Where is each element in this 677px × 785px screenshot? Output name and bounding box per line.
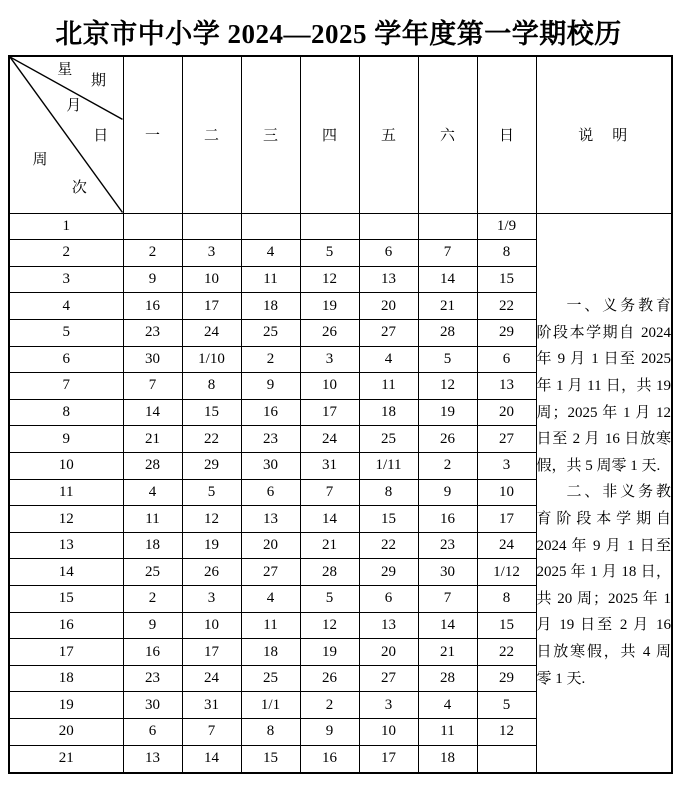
date-cell: 2 [123,240,182,267]
date-cell: 29 [477,319,536,346]
week-number-cell: 14 [9,559,123,586]
week-number-cell: 9 [9,426,123,453]
date-cell: 11 [241,266,300,293]
week-number-cell: 20 [9,719,123,746]
date-cell [123,213,182,240]
date-cell: 17 [300,399,359,426]
week-number-cell: 1 [9,213,123,240]
corner-label-weekday-1: 星 [57,62,73,79]
date-cell: 7 [300,479,359,506]
date-cell: 25 [359,426,418,453]
corner-label-week-1: 周 [32,152,48,169]
date-cell: 24 [300,426,359,453]
date-cell: 23 [241,426,300,453]
week-number-cell: 19 [9,692,123,719]
date-cell: 7 [418,586,477,613]
week-number-cell: 6 [9,346,123,373]
note-paragraph: 一、义务教育阶段本学期自 2024 年 9 月 1 日至 2025 年 1 月 11 日，共 19 周；2025 年 1 月 12 日至 2 月 16 日放寒假，共 5 周零 1 天. [536,298,671,474]
date-cell: 7 [123,373,182,400]
week-number-cell: 11 [9,479,123,506]
calendar-table [8,55,673,774]
date-cell: 20 [241,532,300,559]
date-cell: 25 [241,665,300,692]
date-cell: 4 [241,586,300,613]
date-cell: 13 [123,745,182,773]
notes-header: 说 明 [536,56,672,213]
day-header-mon: 一 [123,56,182,213]
date-cell: 15 [182,399,241,426]
date-cell: 5 [477,692,536,719]
date-cell: 28 [418,319,477,346]
date-cell: 18 [359,399,418,426]
date-cell: 31 [182,692,241,719]
date-cell: 11 [123,506,182,533]
date-cell [477,745,536,773]
date-cell: 5 [300,586,359,613]
date-cell: 3 [300,346,359,373]
date-cell: 23 [418,532,477,559]
date-cell: 21 [418,639,477,666]
day-header-sat: 六 [418,56,477,213]
date-cell: 21 [300,532,359,559]
date-cell: 15 [477,266,536,293]
date-cell: 4 [359,346,418,373]
date-cell: 20 [477,399,536,426]
date-cell: 11 [418,719,477,746]
date-cell: 5 [418,346,477,373]
week-number-cell: 13 [9,532,123,559]
date-cell: 11 [359,373,418,400]
date-cell: 24 [477,532,536,559]
date-cell: 28 [300,559,359,586]
date-cell [359,213,418,240]
date-cell: 30 [241,452,300,479]
date-cell: 12 [477,719,536,746]
date-cell: 4 [241,240,300,267]
date-cell: 21 [123,426,182,453]
date-cell: 16 [123,293,182,320]
date-cell: 22 [477,639,536,666]
date-cell: 22 [182,426,241,453]
date-cell: 2 [418,452,477,479]
date-cell: 26 [300,665,359,692]
date-cell: 23 [123,319,182,346]
date-cell: 30 [123,692,182,719]
date-cell: 12 [418,373,477,400]
date-cell: 16 [123,639,182,666]
date-cell: 18 [418,745,477,773]
date-cell: 16 [241,399,300,426]
date-cell: 29 [359,559,418,586]
date-cell: 18 [241,639,300,666]
date-cell [182,213,241,240]
note-paragraph: 二、非义务教育阶段本学期自 2024 年 9 月 1 日至 2025 年 1 月 18 日，共 20 周；2025 年 1 月 19 日至 2 月 16 日放寒假，共 4 周零 1 天. [536,484,671,687]
date-cell: 21 [418,293,477,320]
date-cell: 9 [123,612,182,639]
corner-label-weekday-2: 期 [91,73,107,90]
date-cell: 29 [477,665,536,692]
header-row [9,56,672,213]
date-cell: 26 [418,426,477,453]
date-cell: 31 [300,452,359,479]
date-cell: 10 [300,373,359,400]
day-header-fri: 五 [359,56,418,213]
corner-label-week-2: 次 [71,180,87,197]
date-cell: 6 [359,240,418,267]
week-number-cell: 15 [9,586,123,613]
date-cell: 1/10 [182,346,241,373]
date-cell: 2 [241,346,300,373]
date-cell: 8 [182,373,241,400]
date-cell: 8 [477,240,536,267]
date-cell: 18 [241,293,300,320]
date-cell: 2 [300,692,359,719]
date-cell: 9 [300,719,359,746]
week-number-cell: 7 [9,373,123,400]
week-number-cell: 2 [9,240,123,267]
date-cell: 30 [123,346,182,373]
date-cell: 5 [182,479,241,506]
date-cell: 20 [359,639,418,666]
calendar-body [9,213,672,773]
week-number-cell: 18 [9,665,123,692]
corner-label-month: 月 [66,97,82,114]
date-cell: 10 [182,612,241,639]
date-cell: 9 [123,266,182,293]
day-header-thu: 四 [300,56,359,213]
date-cell: 17 [182,639,241,666]
date-cell: 24 [182,665,241,692]
date-cell: 11 [241,612,300,639]
date-cell: 10 [477,479,536,506]
date-cell: 13 [359,266,418,293]
date-cell: 6 [123,719,182,746]
date-cell: 1/12 [477,559,536,586]
date-cell: 3 [182,586,241,613]
date-cell: 5 [300,240,359,267]
date-cell: 3 [477,452,536,479]
date-cell: 27 [477,426,536,453]
date-cell: 2 [123,586,182,613]
date-cell: 12 [182,506,241,533]
week-number-cell: 4 [9,293,123,320]
date-cell: 8 [241,719,300,746]
date-cell: 1/11 [359,452,418,479]
date-cell: 22 [359,532,418,559]
date-cell: 15 [359,506,418,533]
date-cell: 19 [418,399,477,426]
day-header-wed: 三 [241,56,300,213]
date-cell: 9 [418,479,477,506]
date-cell: 9 [241,373,300,400]
date-cell: 19 [300,639,359,666]
date-cell: 25 [123,559,182,586]
date-cell: 16 [418,506,477,533]
date-cell: 8 [477,586,536,613]
date-cell: 15 [241,745,300,773]
date-cell: 6 [359,586,418,613]
date-cell: 26 [300,319,359,346]
date-cell: 30 [418,559,477,586]
week-number-cell: 5 [9,319,123,346]
date-cell [241,213,300,240]
date-cell: 1/1 [241,692,300,719]
date-cell: 7 [182,719,241,746]
date-cell: 28 [418,665,477,692]
date-cell: 1/9 [477,213,536,240]
corner-label-day: 日 [93,127,109,144]
date-cell: 15 [477,612,536,639]
date-cell: 7 [418,240,477,267]
date-cell: 17 [182,293,241,320]
date-cell: 14 [300,506,359,533]
date-cell: 18 [123,532,182,559]
date-cell: 6 [477,346,536,373]
date-cell: 13 [477,373,536,400]
date-cell: 24 [182,319,241,346]
date-cell: 28 [123,452,182,479]
table-row [9,213,672,240]
date-cell: 23 [123,665,182,692]
week-number-cell: 16 [9,612,123,639]
date-cell: 17 [359,745,418,773]
corner-header-cell [9,56,123,213]
week-number-cell: 3 [9,266,123,293]
date-cell: 16 [300,745,359,773]
date-cell: 27 [359,319,418,346]
date-cell: 6 [241,479,300,506]
page-title: 北京市中小学 2024—2025 学年度第一学期校历 [55,19,622,49]
date-cell: 10 [182,266,241,293]
date-cell: 22 [477,293,536,320]
date-cell: 26 [182,559,241,586]
notes-cell [536,213,672,773]
day-header-tue: 二 [182,56,241,213]
date-cell: 14 [182,745,241,773]
date-cell: 25 [241,319,300,346]
date-cell: 13 [241,506,300,533]
date-cell: 27 [241,559,300,586]
date-cell: 8 [359,479,418,506]
date-cell: 12 [300,266,359,293]
day-header-sun: 日 [477,56,536,213]
week-number-cell: 8 [9,399,123,426]
week-number-cell: 12 [9,506,123,533]
date-cell: 3 [359,692,418,719]
date-cell: 20 [359,293,418,320]
week-number-cell: 17 [9,639,123,666]
date-cell: 14 [418,266,477,293]
date-cell: 19 [300,293,359,320]
date-cell: 12 [300,612,359,639]
date-cell: 10 [359,719,418,746]
date-cell: 13 [359,612,418,639]
date-cell: 14 [123,399,182,426]
date-cell: 29 [182,452,241,479]
date-cell [300,213,359,240]
week-number-cell: 10 [9,452,123,479]
date-cell: 3 [182,240,241,267]
date-cell: 4 [123,479,182,506]
date-cell [418,213,477,240]
date-cell: 27 [359,665,418,692]
date-cell: 19 [182,532,241,559]
date-cell: 17 [477,506,536,533]
week-number-cell: 21 [9,745,123,773]
date-cell: 4 [418,692,477,719]
date-cell: 14 [418,612,477,639]
